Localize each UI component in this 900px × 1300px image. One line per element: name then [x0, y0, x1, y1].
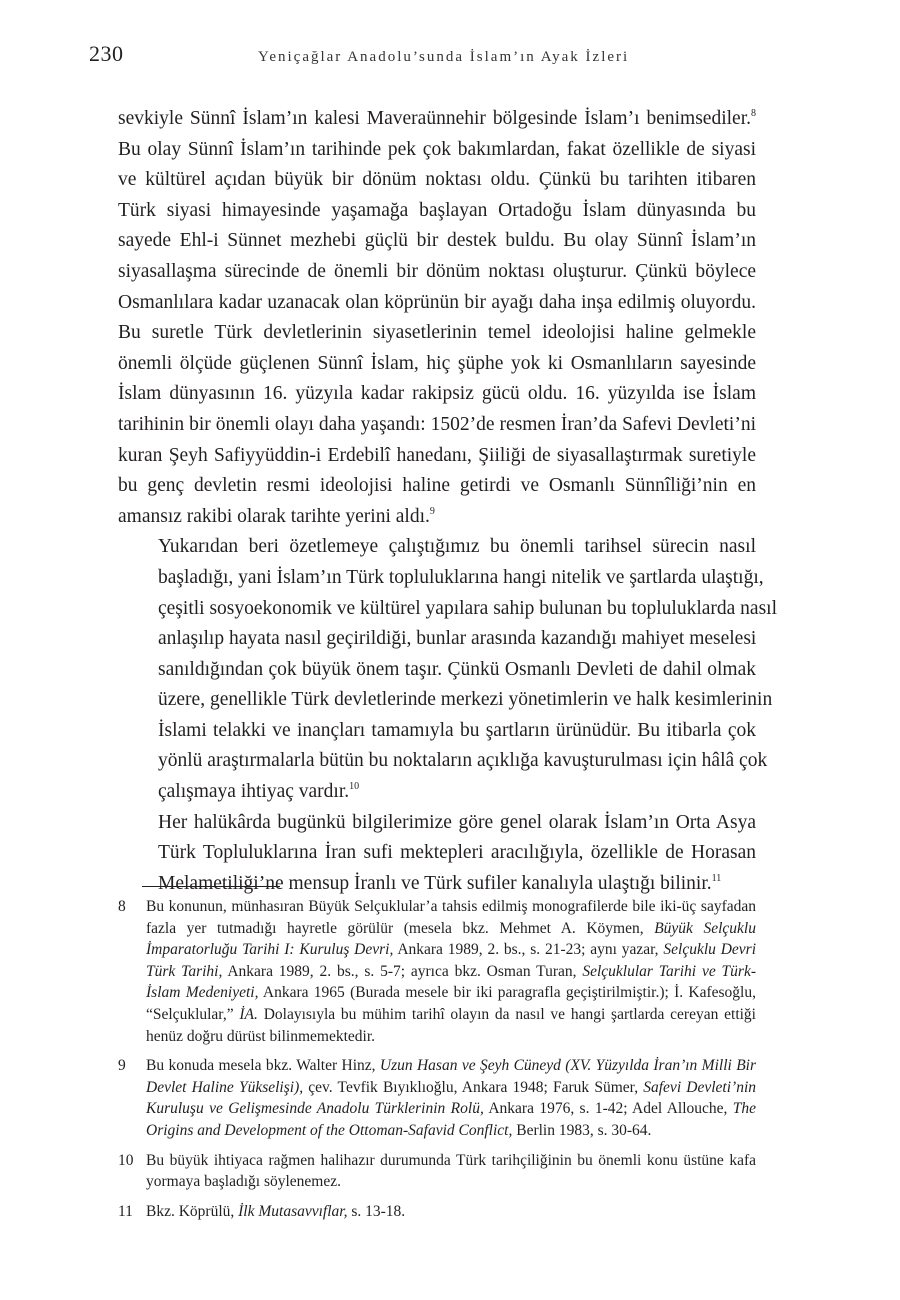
citation-title: Selçuklular Tarihi ve Türk-İslam Medeniyeti, — [146, 962, 757, 1002]
footnote-ref[interactable]: 9 — [429, 505, 435, 517]
text-line: amansız rakibi olarak tarihte yerini aldı.$^9$ — [118, 505, 435, 527]
footnote-text — [146, 896, 756, 1047]
text-line: yönlü araştırmalarla bütün bu noktaların açıklığa kavuşturulması için hâlâ çok — [158, 750, 768, 772]
text-line: anlaşılıp hayata nasıl geçirildiği, bunlar arasında kazandığı mahiyet meselesi — [158, 628, 757, 650]
citation-title: İlk Mutasavvıflar, — [238, 1202, 348, 1220]
text-line: Bu olay Sünnî İslam’ın tarihinde pek çok bakımlardan, fakat özellikle de siyasi — [118, 138, 756, 160]
footnote-segment: çev. Tevfik Bıyıklıoğlu, Ankara 1948; Faruk Sümer, — [303, 1078, 644, 1096]
citation-title: The Origins and Development of the Ottoman-Safavid Conflict, — [146, 1100, 757, 1139]
footnote-segment: Ankara 1989, 2. bs., s. 5-7; ayrıca bkz. Osman Turan, — [222, 962, 583, 980]
footnote-ref[interactable]: 8 — [751, 108, 756, 119]
footnote — [118, 1150, 756, 1193]
text-line: Türk Topluluklarına İran sufi mektepleri aracılığıyla, özellikle de Horasan — [158, 842, 756, 864]
footnote-ref[interactable]: 10 — [349, 781, 360, 793]
footnote-segment: Ankara 1989, 2. bs., s. 21-23; aynı yazar, — [393, 941, 664, 959]
page-number: 230 — [89, 41, 124, 66]
footnote-segment: Bu konuda mesela bkz. Walter Hinz, — [146, 1057, 380, 1075]
footnote-number: 9 — [118, 1057, 126, 1075]
text-line: sayede Ehl-i Sünnet mezhebi güçlü bir destek buldu. Bu olay Sünnî İslam’ın — [118, 230, 756, 252]
citation-title: Büyük Selçuklu İmparatorluğu Tarihi I: Kuruluş Devri, — [146, 919, 756, 959]
footnote-divider — [142, 886, 280, 887]
footnote-number: 10 — [118, 1151, 134, 1169]
footnote-text — [146, 1055, 756, 1141]
text-line: Her halükârda bugünkü bilgilerimize göre genel olarak İslam’ın Orta Asya — [158, 811, 756, 833]
text-line: Türk siyasi himayesinde yaşamağa başlayan Ortadoğu İslam dünyasında bu — [118, 199, 756, 221]
citation-title: Uzun Hasan ve Şeyh Cüneyd (XV. Yüzyılda İran’ın Milli Bir Devlet Haline Yükselişi), — [146, 1057, 756, 1096]
text-line: İslam dünyasının 16. yüzyıla kadar rakipsiz gücü oldu. 16. yüzyılda ise İslam — [118, 383, 756, 405]
text-line: ve kültürel açıdan büyük bir dönüm noktası oldu. Çünkü bu tarihten itibaren — [118, 169, 756, 191]
footnote — [118, 896, 756, 1047]
text-line: tarihinin bir önemli olayı daha yaşandı: 1502’de resmen İran’da Safevi Devleti’ni — [118, 413, 756, 435]
footnote-segment: Bkz. Köprülü, — [146, 1202, 239, 1220]
footnote-number: 8 — [118, 898, 126, 915]
text-line: sevkiyle Sünnî İslam’ın kalesi Maveraünnehir bölgesinde İslam’ı benimsediler.$^8$ — [118, 108, 756, 129]
text-line: kuran Şeyh Safiyyüddin-i Erdebilî hanedanı, Şiiliği de siyasallaştırmak suretiyle — [118, 444, 756, 466]
footnote-segment: Dolayısıyla bu mühim tarihî olayın da nasıl ve hangi şartlarda cereyan ettiği henüz doğru dürüst bilinmemektedir. — [146, 1005, 756, 1045]
footnote-segment: Ankara 1965 (Burada mesele bir iki paragrafla geçiştirilmiştir.); İ. Kafesoğlu, “Selçuklular,” — [146, 984, 756, 1023]
footnotes — [118, 896, 756, 1230]
text-line: çalışmaya ihtiyaç vardır.$^{10}$ — [158, 781, 360, 803]
footnote — [118, 1201, 756, 1223]
footnote-ref[interactable]: 11 — [711, 872, 722, 884]
text-line: çeşitli sosyoekonomik ve kültürel yapılara sahip bulunan bu topluluklarda nasıl — [158, 597, 778, 619]
text-line: Yukarıdan beri özetlemeye çalıştığımız bu önemli tarihsel sürecin nasıl — [158, 536, 756, 558]
footnote-text — [146, 1201, 756, 1223]
body-text — [118, 104, 778, 899]
text-line: İslami telakki ve inançları tamamıyla bu şartların ürünüdür. Bu itibarla çok — [158, 719, 756, 741]
body-paragraph — [118, 104, 756, 532]
footnote-segment: Bu büyük ihtiyaca rağmen halihazır durumunda Türk tarihçiliğinin bu önemli konu üstüne kafa yormaya başladığı söylenemez. — [146, 1151, 756, 1191]
body-paragraph — [118, 532, 778, 807]
footnote-segment: Ankara 1976, s. 1-42; Adel Allouche, — [483, 1100, 733, 1118]
text-line: önemli ölçüde güçlenen Sünnî İslam, hiç şüphe yok ki Osmanlıların sayesinde — [118, 352, 756, 374]
citation-title: İA. — [239, 1005, 258, 1023]
text-line: başladığı, yani İslam’ın Türk topluluklarına hangi nitelik ve şartlarda ulaştığı, — [158, 566, 764, 588]
footnote-segment: s. 13-18. — [347, 1202, 406, 1220]
footnote-text — [146, 1150, 756, 1193]
footnote-segment: Berlin 1983, s. 30-64. — [512, 1121, 652, 1139]
text-line: üzere, genellikle Türk devletlerinde merkezi yönetimlerin ve halk kesimlerinin — [158, 689, 773, 711]
text-line: Melametiliği’ne mensup İranlı ve Türk sufiler kanalıyla ulaştığı bilinir.$^{11}$ — [158, 872, 722, 894]
footnote-number: 11 — [118, 1202, 133, 1220]
footnote-segment: Bu konunun, münhasıran Büyük Selçuklular’a tahsis edilmiş monografilerde bile iki-üç sayfadan fazla yer tutmadığı hayretle görülür (mesela bkz. Mehmet A. Köymen, — [146, 898, 756, 937]
citation-title: Selçuklu Devri Türk Tarihi, — [146, 941, 757, 980]
text-line: bu genç devletin resmi ideolojisi haline getirdi ve Osmanlı Sünnîliği’nin en — [118, 475, 756, 497]
citation-title: Safevi Devleti’nin Kuruluşu ve Gelişmesinde Anadolu Türklerinin Rolü, — [146, 1078, 757, 1118]
text-line: sanıldığından çok büyük önem taşır. Çünkü Osmanlı Devleti de dahil olmak — [158, 658, 756, 680]
text-line: Osmanlılara kadar uzanacak olan köprünün bir ayağı daha inşa edilmiş oluyordu. — [118, 291, 756, 313]
running-title: Yeniçağlar Anadolu’sunda İslam’ın Ayak İzleri — [258, 49, 630, 65]
footnote — [118, 1055, 756, 1141]
text-line: Bu suretle Türk devletlerinin siyasetlerinin temel ideolojisi haline gelmekle — [118, 322, 756, 344]
text-line: siyasallaşma sürecinde de önemli bir dönüm noktası oluşturur. Çünkü böylece — [118, 260, 756, 282]
